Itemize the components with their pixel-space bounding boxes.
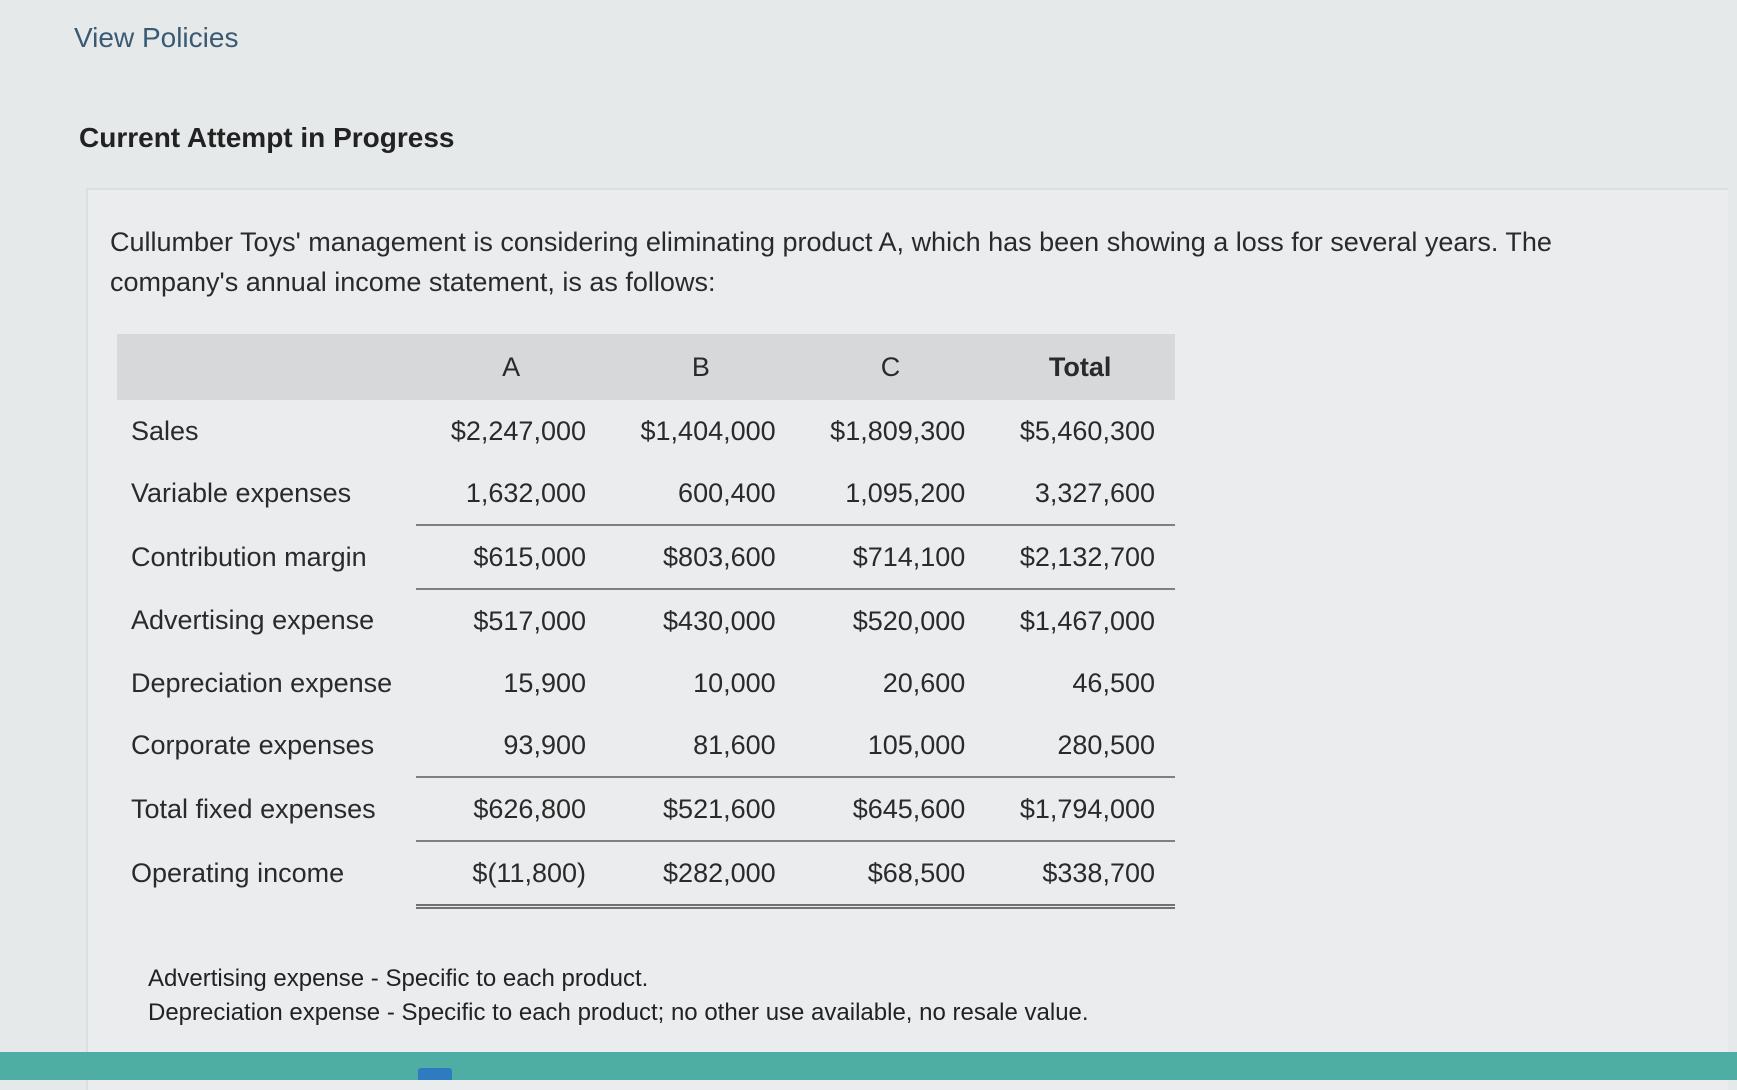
row-label: Total fixed expenses <box>131 793 376 824</box>
cell-b: $430,000 <box>663 605 776 636</box>
table-header-row <box>117 334 1175 400</box>
notes <box>148 962 1089 1030</box>
cell-total: 280,500 <box>985 714 1175 777</box>
table-row-variable-expenses <box>117 462 1175 525</box>
row-label: Depreciation expense <box>131 667 393 698</box>
column-header-a: A <box>416 334 606 400</box>
cell-c: 20,600 <box>882 667 966 698</box>
row-label: Contribution margin <box>131 541 367 572</box>
cell-c: 1,095,200 <box>796 462 986 525</box>
table-row-advertising-expense <box>117 589 1175 652</box>
row-label: Operating income <box>131 858 345 889</box>
table-row-sales <box>117 400 1175 462</box>
cell-total: $1,467,000 <box>1019 605 1155 636</box>
cell-c: $1,809,300 <box>830 415 966 446</box>
cell-c: 105,000 <box>796 714 986 777</box>
cell-b: $282,000 <box>606 841 796 907</box>
cell-b: $803,600 <box>606 525 796 589</box>
cell-b: 600,400 <box>606 462 796 525</box>
header-label-spacer <box>117 334 416 400</box>
table-row-total-fixed-expenses <box>117 777 1175 841</box>
table-row-depreciation-expense <box>117 652 1175 714</box>
cell-c: $714,100 <box>796 525 986 589</box>
column-header-b: B <box>606 334 796 400</box>
note-advertising: Advertising expense - Specific to each product. <box>148 965 649 992</box>
cell-a: 1,632,000 <box>416 462 606 525</box>
cell-total: $2,132,700 <box>985 525 1175 589</box>
cell-a: $626,800 <box>416 777 606 841</box>
cell-a: 15,900 <box>503 667 586 698</box>
cell-total: $1,794,000 <box>985 777 1175 841</box>
cell-c: $520,000 <box>852 605 966 636</box>
cell-a: $517,000 <box>473 605 586 636</box>
cell-a: $2,247,000 <box>450 415 586 446</box>
income-statement-table <box>117 334 1175 909</box>
row-label: Advertising expense <box>131 605 375 635</box>
bottom-bar <box>0 1052 1737 1080</box>
view-policies-link[interactable]: View Policies <box>74 22 239 53</box>
table-row-contribution-margin <box>117 525 1175 589</box>
cell-b: $521,600 <box>606 777 796 841</box>
cell-b: 81,600 <box>606 714 796 777</box>
cell-b: 10,000 <box>693 667 776 698</box>
cell-a: $615,000 <box>416 525 606 589</box>
cell-total: 46,500 <box>1072 667 1155 698</box>
cell-total: $5,460,300 <box>1019 415 1155 446</box>
row-label: Sales <box>131 415 199 446</box>
cell-total: 3,327,600 <box>985 462 1175 525</box>
column-header-c: C <box>796 334 986 400</box>
cell-c: $68,500 <box>796 841 986 907</box>
question-intro: Cullumber Toys' management is considering eliminating product A, which has been showing a loss for several years. The company's annual income statement, is as follows: <box>110 227 1552 297</box>
table-row-corporate-expenses <box>117 714 1175 777</box>
column-header-total: Total <box>985 334 1175 400</box>
table-row-operating-income <box>117 841 1175 907</box>
cell-b: $1,404,000 <box>640 415 776 446</box>
row-label: Variable expenses <box>131 478 352 508</box>
attempt-title: Current Attempt in Progress <box>79 122 455 153</box>
cell-a: 93,900 <box>416 714 606 777</box>
cell-total: $338,700 <box>985 841 1175 907</box>
cell-c: $645,600 <box>796 777 986 841</box>
row-label: Corporate expenses <box>131 730 375 760</box>
tab-chip-icon[interactable] <box>418 1068 452 1080</box>
cell-a: $(11,800) <box>416 841 606 907</box>
note-depreciation: Depreciation expense - Specific to each product; no other use available, no resale value. <box>148 999 1089 1026</box>
